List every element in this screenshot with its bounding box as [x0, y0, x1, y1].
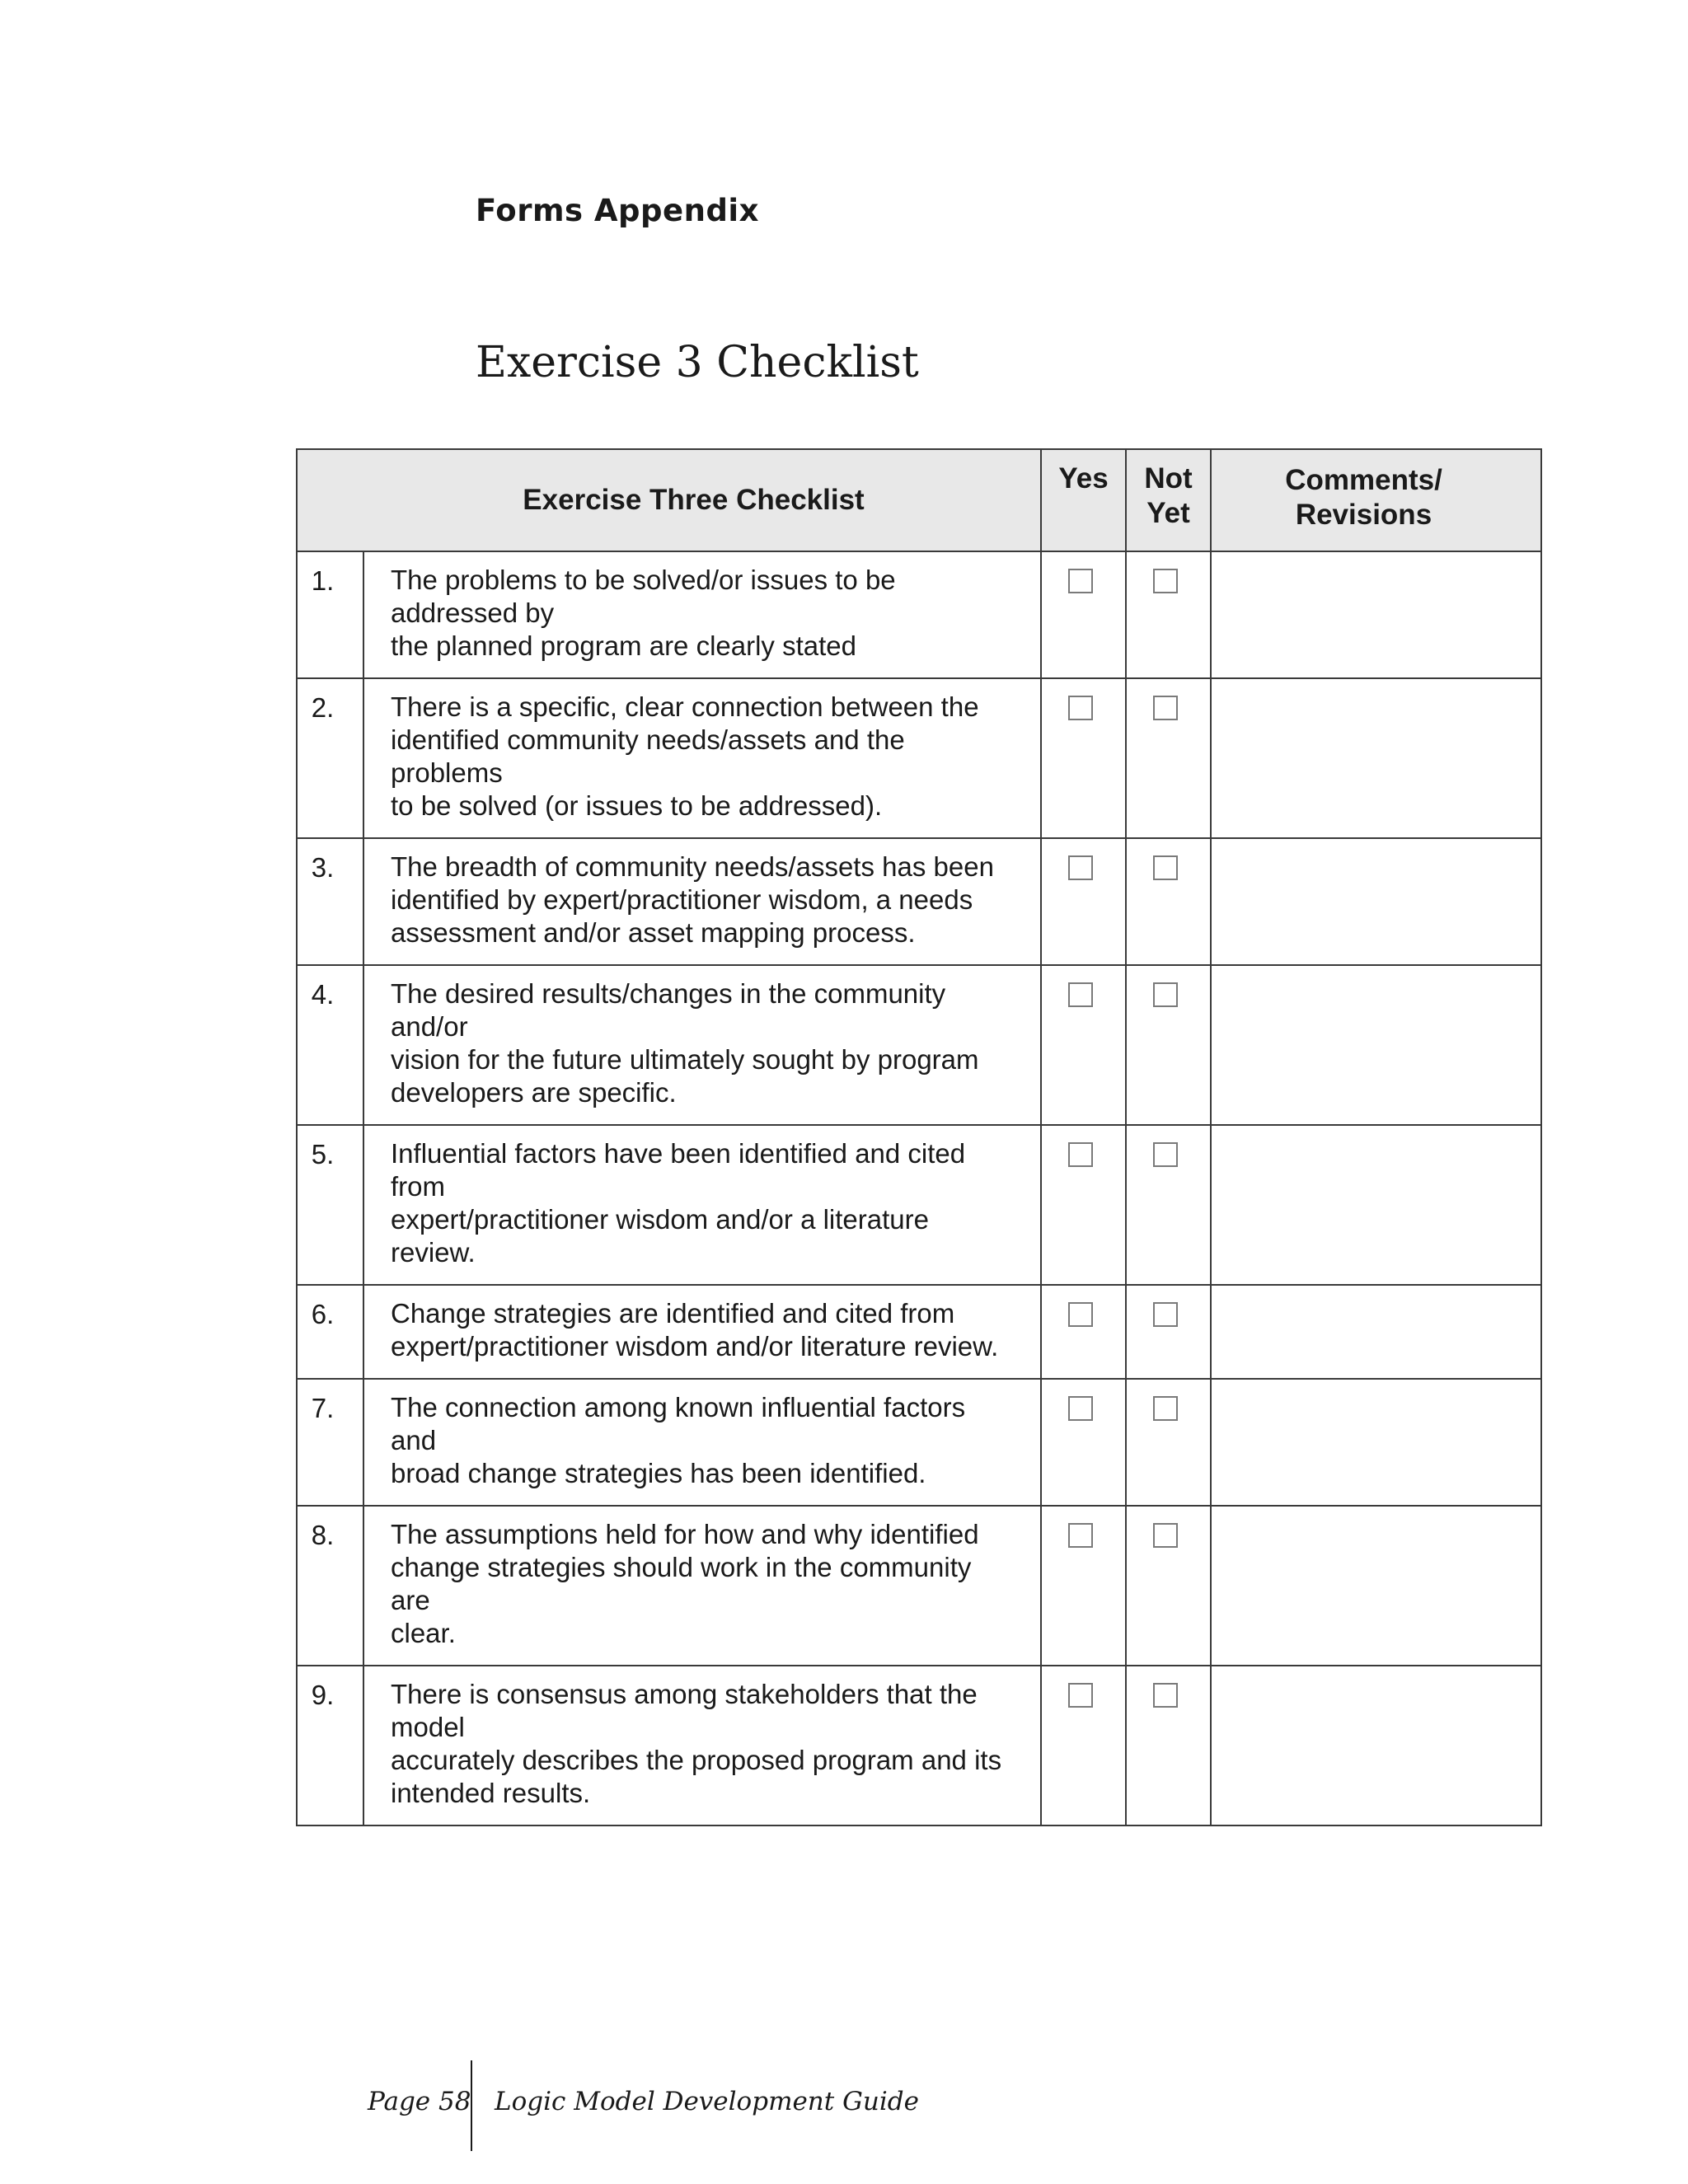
table-row — [297, 551, 1541, 678]
page-title: Exercise 3 Checklist — [476, 338, 919, 387]
not-yet-cell — [1126, 1285, 1211, 1379]
yes-checkbox[interactable] — [1068, 569, 1093, 593]
not-yet-checkbox[interactable] — [1153, 569, 1178, 593]
comments-cell[interactable] — [1211, 678, 1541, 838]
not-yet-cell — [1126, 1125, 1211, 1285]
comments-cell[interactable] — [1211, 1125, 1541, 1285]
not-yet-cell — [1126, 838, 1211, 965]
yes-checkbox[interactable] — [1068, 855, 1093, 880]
item-number: 1. — [297, 551, 363, 678]
item-text: Change strategies are identified and cited from expert/practitioner wisdom and/or literature review. — [363, 1285, 1041, 1379]
item-text: The breadth of community needs/assets has been identified by expert/practitioner wisdom, a needs assessment and/or asset mapping process. — [363, 838, 1041, 965]
footer-guide-title: Logic Model Development Guide — [495, 2087, 919, 2116]
yes-checkbox[interactable] — [1068, 1523, 1093, 1548]
table-row — [297, 678, 1541, 838]
yes-checkbox[interactable] — [1068, 1302, 1093, 1327]
not-yet-checkbox[interactable] — [1153, 855, 1178, 880]
yes-cell — [1041, 1125, 1126, 1285]
table-row — [297, 1285, 1541, 1379]
table-row — [297, 838, 1541, 965]
table-row — [297, 1506, 1541, 1666]
not-yet-cell — [1126, 1666, 1211, 1825]
table-row — [297, 1379, 1541, 1506]
yes-checkbox[interactable] — [1068, 1396, 1093, 1421]
not-yet-checkbox[interactable] — [1153, 982, 1178, 1007]
item-text: There is a specific, clear connection between the identified community needs/assets and the problems to be solved (or issues to be addressed). — [363, 678, 1041, 838]
yes-cell — [1041, 1285, 1126, 1379]
item-text: There is consensus among stakeholders that the model accurately describes the proposed program and its intended results. — [363, 1666, 1041, 1825]
comments-cell[interactable] — [1211, 838, 1541, 965]
item-number: 6. — [297, 1285, 363, 1379]
yes-checkbox[interactable] — [1068, 696, 1093, 720]
yes-cell — [1041, 1379, 1126, 1506]
not-yet-cell — [1126, 1379, 1211, 1506]
table-row — [297, 1125, 1541, 1285]
item-number: 5. — [297, 1125, 363, 1285]
not-yet-cell — [1126, 1506, 1211, 1666]
not-yet-checkbox[interactable] — [1153, 696, 1178, 720]
table-row — [297, 1666, 1541, 1825]
comments-cell[interactable] — [1211, 965, 1541, 1125]
header-comments-revisions: Comments/ Revisions — [1211, 449, 1541, 551]
yes-checkbox[interactable] — [1068, 1142, 1093, 1167]
yes-cell — [1041, 838, 1126, 965]
not-yet-checkbox[interactable] — [1153, 1142, 1178, 1167]
header-not-yet: Not Yet — [1126, 449, 1211, 551]
yes-cell — [1041, 965, 1126, 1125]
yes-cell — [1041, 1666, 1126, 1825]
item-number: 7. — [297, 1379, 363, 1506]
header-checklist: Exercise Three Checklist — [297, 449, 1041, 551]
item-number: 2. — [297, 678, 363, 838]
not-yet-cell — [1126, 678, 1211, 838]
item-text: The desired results/changes in the community and/or vision for the future ultimately sought by program developers are specific. — [363, 965, 1041, 1125]
not-yet-checkbox[interactable] — [1153, 1523, 1178, 1548]
table-header-row — [297, 449, 1541, 551]
yes-cell — [1041, 551, 1126, 678]
comments-cell[interactable] — [1211, 551, 1541, 678]
comments-cell[interactable] — [1211, 1379, 1541, 1506]
yes-cell — [1041, 678, 1126, 838]
footer-divider — [471, 2060, 472, 2151]
item-text: The problems to be solved/or issues to be addressed by the planned program are clearly stated — [363, 551, 1041, 678]
item-text: Influential factors have been identified and cited from expert/practitioner wisdom and/or a literature review. — [363, 1125, 1041, 1285]
section-label: Forms Appendix — [476, 193, 759, 228]
yes-cell — [1041, 1506, 1126, 1666]
comments-cell[interactable] — [1211, 1285, 1541, 1379]
item-text: The assumptions held for how and why identified change strategies should work in the community are clear. — [363, 1506, 1041, 1666]
not-yet-checkbox[interactable] — [1153, 1396, 1178, 1421]
item-number: 8. — [297, 1506, 363, 1666]
item-number: 9. — [297, 1666, 363, 1825]
yes-checkbox[interactable] — [1068, 1683, 1093, 1708]
item-number: 3. — [297, 838, 363, 965]
not-yet-cell — [1126, 551, 1211, 678]
comments-cell[interactable] — [1211, 1506, 1541, 1666]
checklist-table — [296, 448, 1542, 1826]
yes-checkbox[interactable] — [1068, 982, 1093, 1007]
not-yet-checkbox[interactable] — [1153, 1683, 1178, 1708]
item-text: The connection among known influential factors and broad change strategies has been identified. — [363, 1379, 1041, 1506]
item-number: 4. — [297, 965, 363, 1125]
footer-page-number: Page 58 — [368, 2087, 471, 2116]
comments-cell[interactable] — [1211, 1666, 1541, 1825]
header-yes: Yes — [1041, 449, 1126, 551]
not-yet-checkbox[interactable] — [1153, 1302, 1178, 1327]
not-yet-cell — [1126, 965, 1211, 1125]
table-row — [297, 965, 1541, 1125]
